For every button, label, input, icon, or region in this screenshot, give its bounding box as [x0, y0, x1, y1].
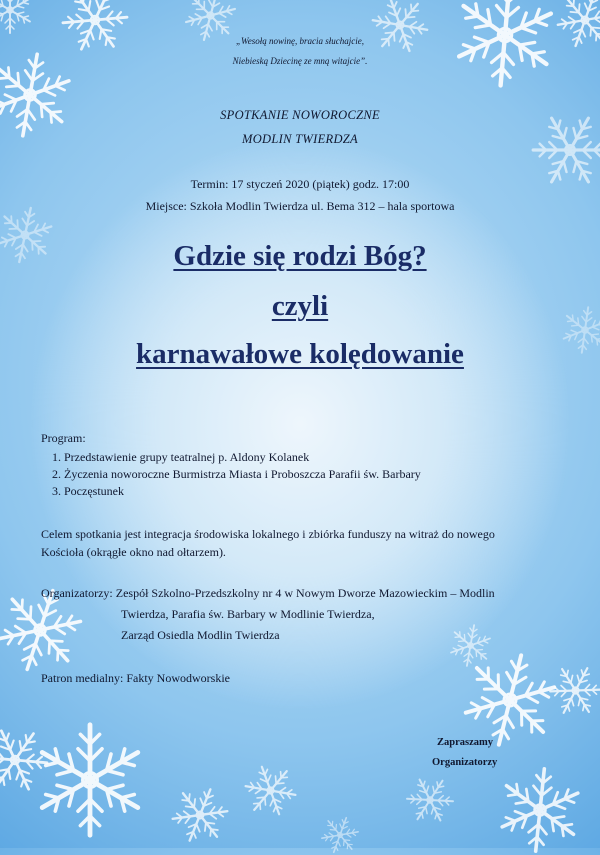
organizers-line-1: Organizatorzy: Zespół Szkolno-Przedszkolny nr 4 w Nowym Dworze Mazowieckim – Modlin [41, 586, 495, 601]
event-name: SPOTKANIE NOWOROCZNE [0, 108, 600, 123]
quote-line-1: „Wesołą nowinę, bracia słuchajcie, [0, 36, 600, 46]
main-title-line-3: karnawałowe kolędowanie [0, 338, 600, 371]
event-date: Termin: 17 styczeń 2020 (piątek) godz. 17:00 [0, 177, 600, 192]
quote-line-2: Niebieską Dziecinę ze mną witajcie”. [0, 56, 600, 66]
program-heading: Program: [41, 431, 86, 446]
main-title-line-2: czyli [0, 290, 600, 323]
purpose-line-2: Kościoła (okrągłe okno nad ołtarzem). [41, 545, 226, 560]
organizers-line-3: Zarząd Osiedla Modlin Twierdza [121, 628, 280, 643]
program-item: 1. Przedstawienie grupy teatralnej p. Aldony Kolanek [52, 450, 309, 465]
program-item: 3. Poczęstunek [52, 484, 124, 499]
program-item: 2. Życzenia noworoczne Burmistrza Miasta i Proboszcza Parafii św. Barbary [52, 467, 421, 482]
event-venue: Miejsce: Szkoła Modlin Twierdza ul. Bema 312 – hala sportowa [0, 199, 600, 214]
event-location: MODLIN TWIERDZA [0, 132, 600, 147]
media-patron: Patron medialny: Fakty Nowodworskie [41, 671, 230, 686]
closing-invite: Zapraszamy [437, 737, 493, 748]
closing-signature: Organizatorzy [432, 757, 497, 768]
organizers-line-2: Twierdza, Parafia św. Barbary w Modlinie Twierdza, [121, 607, 375, 622]
purpose-line-1: Celem spotkania jest integracja środowiska lokalnego i zbiórka funduszy na witraż do nowego [41, 527, 495, 542]
main-title-line-1: Gdzie się rodzi Bóg? [0, 240, 600, 273]
